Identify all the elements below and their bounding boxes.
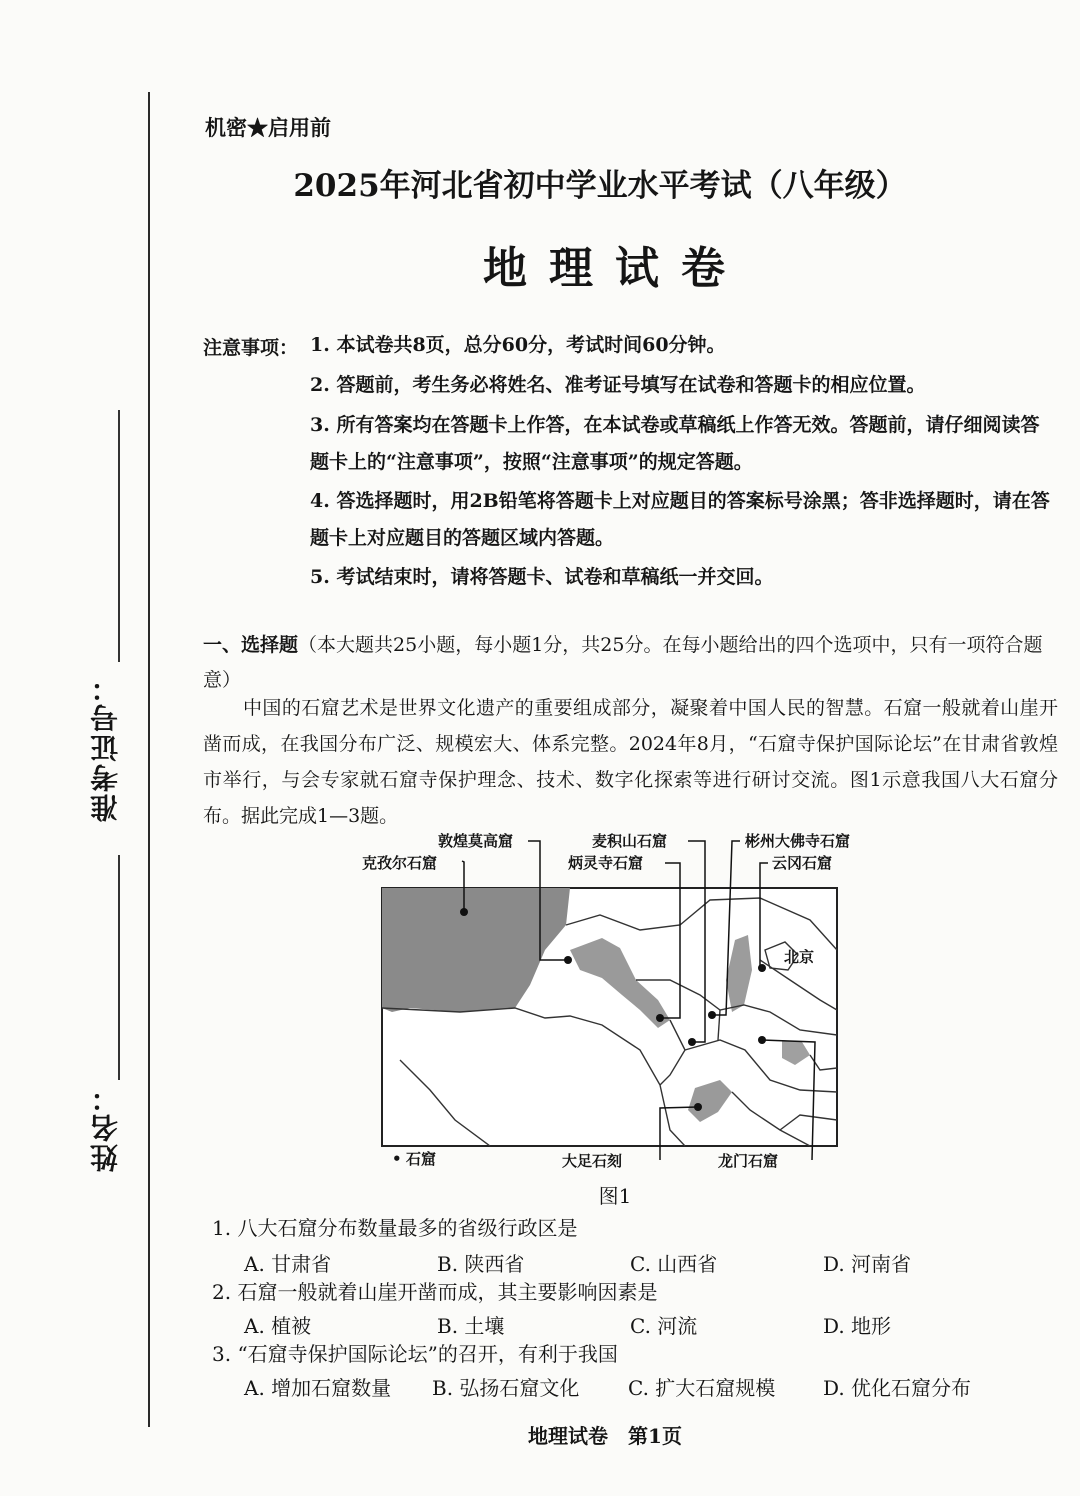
note-item: 3. 所有答案均在答题卡上作答，在本试卷或草稿纸上作答无效。答题前，请仔细阅读答题卡上的“注意事项”，按照“注意事项”的规定答题。 bbox=[310, 414, 1040, 473]
q2-option-b: B. 土壤 bbox=[437, 1314, 505, 1338]
page-footer: 地理试卷 第1页 bbox=[528, 1424, 682, 1448]
q1-option-d: D. 河南省 bbox=[823, 1252, 912, 1276]
q3-option-d: D. 优化石窟分布 bbox=[823, 1376, 972, 1400]
map-svg bbox=[340, 830, 880, 1180]
name-underline bbox=[118, 855, 120, 1080]
candidate-no-underline bbox=[118, 410, 120, 662]
figure-caption: 图1 bbox=[598, 1184, 632, 1208]
question-1: 1. 八大石窟分布数量最多的省级行政区是 bbox=[212, 1216, 578, 1240]
q2-option-d: D. 地形 bbox=[823, 1314, 892, 1338]
label-longmen: 龙门石窟 bbox=[718, 1152, 779, 1170]
label-bingling: 炳灵寺石窟 bbox=[568, 854, 644, 872]
name-label: 姓名： bbox=[89, 1082, 122, 1172]
note-item: 5. 考试结束时，请将答题卡、试卷和草稿纸一并交回。 bbox=[310, 566, 774, 588]
legend-label: 石窟 bbox=[406, 1150, 437, 1168]
section-heading bbox=[203, 628, 1058, 698]
q3-option-b: B. 弘扬石窟文化 bbox=[432, 1376, 580, 1400]
q1-option-b: B. 陕西省 bbox=[437, 1252, 525, 1276]
yungang-dot bbox=[758, 964, 766, 972]
q2-option-c: C. 河流 bbox=[630, 1314, 698, 1338]
label-maijishan: 麦积山石窟 bbox=[592, 832, 668, 850]
q3-option-c: C. 扩大石窟规模 bbox=[628, 1376, 776, 1400]
label-yungang: 云冈石窟 bbox=[772, 854, 833, 872]
note-item: 2. 答题前，考生务必将姓名、准考证号填写在试卷和答题卡的相应位置。 bbox=[310, 374, 926, 396]
q1-option-a: A. 甘肃省 bbox=[244, 1252, 332, 1276]
section-title: 一、选择题 bbox=[203, 634, 299, 656]
paper-title: 地理试卷 bbox=[483, 243, 747, 294]
legend-symbol: • bbox=[392, 1150, 402, 1168]
q2-option-a: A. 植被 bbox=[244, 1314, 312, 1338]
q3-option-a: A. 增加石窟数量 bbox=[244, 1376, 392, 1400]
label-beijing: 北京 bbox=[784, 948, 815, 966]
label-binzhou: 彬州大佛寺石窟 bbox=[745, 832, 851, 850]
exam-title: 2025年河北省初中学业水平考试（八年级） bbox=[293, 168, 907, 204]
grotto-map bbox=[340, 830, 880, 1180]
label-dazu: 大足石刻 bbox=[562, 1152, 623, 1170]
note-item: 4. 答选择题时，用2B铅笔将答题卡上对应题目的答案标号涂黑；答非选择题时，请在答题卡上对应题目的答题区域内答题。 bbox=[310, 490, 1050, 549]
secret-mark: 机密★启用前 bbox=[205, 115, 331, 140]
note-item: 1. 本试卷共8页，总分60分，考试时间60分钟。 bbox=[310, 334, 726, 356]
label-dunhuang: 敦煌莫高窟 bbox=[438, 832, 514, 850]
candidate-no-label: 准考证号： bbox=[89, 672, 122, 822]
label-kizil: 克孜尔石窟 bbox=[362, 854, 438, 872]
passage: 中国的石窟艺术是世界文化遗产的重要组成部分，凝聚着中国人民的智慧。石窟一般就着山崖开凿而成，在我国分布广泛、规模宏大、体系完整。2024年8月，“石窟寺保护国际论坛”在甘肃省敦煌市举行，与会专家就石窟寺保护理念、技术、数字化探索等进行研讨交流。图1示意我国八大石窟分布。据此完成1—3题。 bbox=[203, 697, 1058, 827]
question-2: 2. 石窟一般就着山崖开凿而成，其主要影响因素是 bbox=[212, 1280, 658, 1304]
notes-label: 注意事项： bbox=[203, 337, 299, 359]
section-desc: （本大题共25小题，每小题1分，共25分。在每小题给出的四个选项中，只有一项符合题意） bbox=[203, 634, 1043, 691]
question-3: 3. “石窟寺保护国际论坛”的召开，有利于我国 bbox=[212, 1342, 618, 1366]
q1-option-c: C. 山西省 bbox=[630, 1252, 718, 1276]
